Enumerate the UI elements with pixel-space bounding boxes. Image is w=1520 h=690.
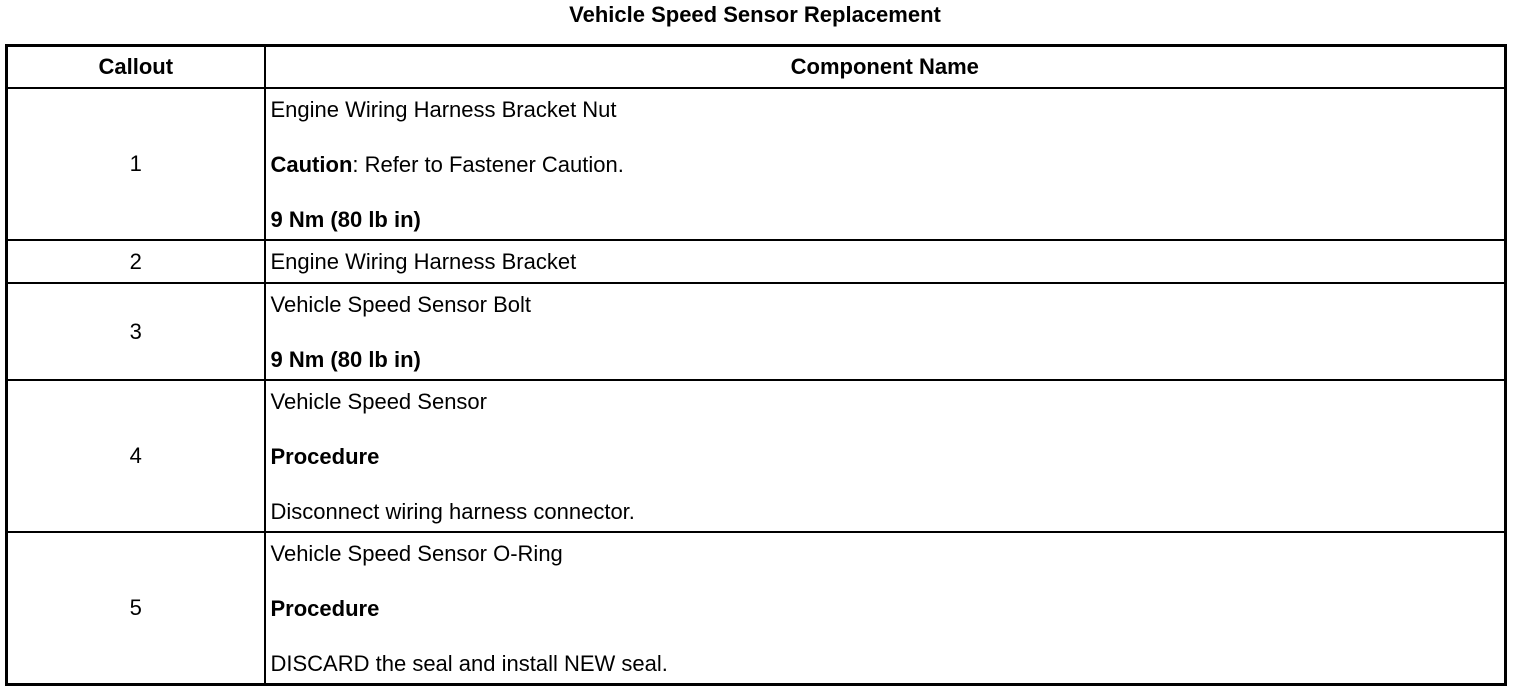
component-name-column-header: Component Name [265, 46, 1506, 89]
torque-spec: 9 Nm (80 lb in) [270, 207, 421, 232]
component-cell [265, 240, 1506, 283]
table-row [7, 380, 1506, 532]
component-name: Vehicle Speed Sensor [270, 389, 487, 414]
component-name: Vehicle Speed Sensor Bolt [270, 292, 532, 317]
component-name: Engine Wiring Harness Bracket Nut [270, 97, 617, 122]
component-name: Engine Wiring Harness Bracket [270, 249, 577, 274]
caution-text: : Refer to Fastener Caution. [352, 152, 624, 177]
table-row [7, 532, 1506, 685]
caution-note [271, 152, 1505, 178]
component-cell [265, 380, 1506, 532]
table-row [7, 240, 1506, 283]
page-title: Vehicle Speed Sensor Replacement [569, 2, 941, 27]
callout-number: 2 [7, 240, 265, 283]
callout-number: 4 [7, 380, 265, 532]
component-name: Vehicle Speed Sensor O-Ring [270, 541, 563, 566]
procedure-heading: Procedure [270, 596, 380, 621]
procedure-text: DISCARD the seal and install NEW seal. [270, 651, 668, 676]
callout-number: 3 [7, 283, 265, 380]
callout-number: 5 [7, 532, 265, 685]
caution-label: Caution [270, 152, 353, 177]
procedure-heading: Procedure [270, 444, 380, 469]
component-cell [265, 88, 1506, 240]
table-row [7, 88, 1506, 240]
procedure-text: Disconnect wiring harness connector. [270, 499, 635, 524]
header-row [7, 46, 1506, 89]
table-row [7, 283, 1506, 380]
callout-number: 1 [7, 88, 265, 240]
component-cell [265, 283, 1506, 380]
torque-spec: 9 Nm (80 lb in) [270, 347, 421, 372]
component-table [5, 44, 1507, 686]
component-cell [265, 532, 1506, 685]
callout-column-header: Callout [7, 46, 265, 89]
